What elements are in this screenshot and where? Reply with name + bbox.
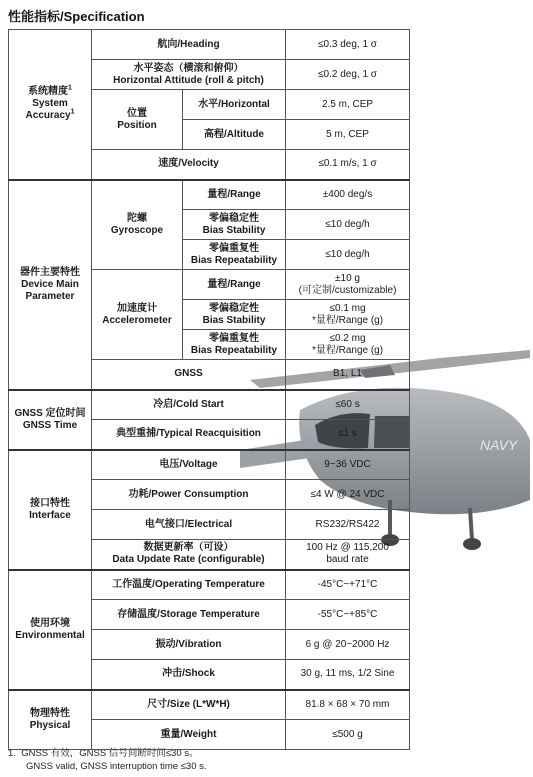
row-label-accel-range: 量程/Range (183, 270, 286, 300)
row-value-cold-start: ≤60 s (286, 390, 410, 420)
row-value-accel-bias-stability: ≤0.1 mg *量程/Range (g) (286, 300, 410, 330)
group-physical: 物理特性 Physical (9, 690, 92, 750)
table-row (9, 180, 410, 210)
row-value-velocity: ≤0.1 m/s, 1 σ (286, 150, 410, 180)
row-label-heading: 航向/Heading (92, 30, 286, 60)
row-value-horizontal-attitude: ≤0.2 deg, 1 σ (286, 60, 410, 90)
row-label-gyro-bias-stability: 零偏稳定性 Bias Stability (183, 210, 286, 240)
specification-table (8, 29, 410, 750)
row-label-position-altitude: 高程/Altitude (183, 120, 286, 150)
table-row (9, 450, 410, 480)
row-value-position-horizontal: 2.5 m, CEP (286, 90, 410, 120)
svg-text:NAVY: NAVY (480, 437, 518, 453)
group-gnss-time: GNSS 定位时间 GNSS Time (9, 390, 92, 450)
subgroup-gyroscope: 陀螺 Gyroscope (92, 180, 183, 270)
row-label-gyro-range: 量程/Range (183, 180, 286, 210)
row-value-heading: ≤0.3 deg, 1 σ (286, 30, 410, 60)
row-value-weight: ≤500 g (286, 720, 410, 750)
row-label-vibration: 振动/Vibration (92, 630, 286, 660)
row-value-position-altitude: 5 m, CEP (286, 120, 410, 150)
row-value-data-update-rate: 100 Hz @ 115,200 baud rate (286, 540, 410, 570)
row-label-gyro-bias-repeatability: 零偏重复性 Bias Repeatability (183, 240, 286, 270)
row-value-voltage: 9~36 VDC (286, 450, 410, 480)
table-row (9, 30, 410, 60)
row-value-power-consumption: ≤4 W @ 24 VDC (286, 480, 410, 510)
row-label-data-update-rate: 数据更新率（可设） Data Update Rate (configurable) (92, 540, 286, 570)
row-label-size: 尺寸/Size (L*W*H) (92, 690, 286, 720)
page-title: 性能指标/Specification (8, 9, 145, 24)
row-label-voltage: 电压/Voltage (92, 450, 286, 480)
row-value-electrical: RS232/RS422 (286, 510, 410, 540)
row-value-storage-temperature: -55°C~+85°C (286, 600, 410, 630)
row-label-shock: 冲击/Shock (92, 660, 286, 690)
group-interface: 接口特性 Interface (9, 450, 92, 570)
row-value-accel-range: ±10 g (可定制/customizable) (286, 270, 410, 300)
table-row (9, 690, 410, 720)
group-environmental: 使用环境 Environmental (9, 570, 92, 690)
row-label-position-horizontal: 水平/Horizontal (183, 90, 286, 120)
row-value-shock: 30 g, 11 ms, 1/2 Sine (286, 660, 410, 690)
row-value-gyro-bias-repeatability: ≤10 deg/h (286, 240, 410, 270)
row-value-gnss: B1, L1 (286, 360, 410, 390)
subgroup-position: 位置 Position (92, 90, 183, 150)
row-label-cold-start: 冷启/Cold Start (92, 390, 286, 420)
row-value-size: 81.8 × 68 × 70 mm (286, 690, 410, 720)
row-label-accel-bias-repeatability: 零偏重复性 Bias Repeatability (183, 330, 286, 360)
subgroup-accelerometer: 加速度计 Accelerometer (92, 270, 183, 360)
group-system-accuracy: 系统精度$^1$ System Accuracy$^1$ (9, 30, 92, 180)
row-value-gyro-bias-stability: ≤10 deg/h (286, 210, 410, 240)
row-value-vibration: 6 g @ 20~2000 Hz (286, 630, 410, 660)
row-value-accel-bias-repeatability: ≤0.2 mg *量程/Range (g) (286, 330, 410, 360)
row-value-gyro-range: ±400 deg/s (286, 180, 410, 210)
row-label-horizontal-attitude: 水平姿态（横滚和俯仰） Horizontal Attitude (roll & pitch) (92, 60, 286, 90)
table-row (9, 390, 410, 420)
row-label-operating-temperature: 工作温度/Operating Temperature (92, 570, 286, 600)
row-label-gnss: GNSS (92, 360, 286, 390)
footnote-line-cn: 1. GNSS 有效，GNSS 信号间断时间≤30 s。 (8, 748, 199, 759)
row-label-electrical: 电气接口/Electrical (92, 510, 286, 540)
row-label-velocity: 速度/Velocity (92, 150, 286, 180)
row-value-operating-temperature: -45°C~+71°C (286, 570, 410, 600)
row-value-typical-reacquisition: ≤1 s (286, 420, 410, 450)
row-label-storage-temperature: 存储温度/Storage Temperature (92, 600, 286, 630)
footnote-line-en: GNSS valid, GNSS interruption time ≤30 s. (26, 761, 207, 772)
row-label-power-consumption: 功耗/Power Consumption (92, 480, 286, 510)
row-label-accel-bias-stability: 零偏稳定性 Bias Stability (183, 300, 286, 330)
footnote (8, 747, 207, 773)
table-row (9, 570, 410, 600)
row-label-typical-reacquisition: 典型重捕/Typical Reacquisition (92, 420, 286, 450)
row-label-weight: 重量/Weight (92, 720, 286, 750)
group-device-main-parameter: 器件主要特性 Device Main Parameter (9, 180, 92, 390)
